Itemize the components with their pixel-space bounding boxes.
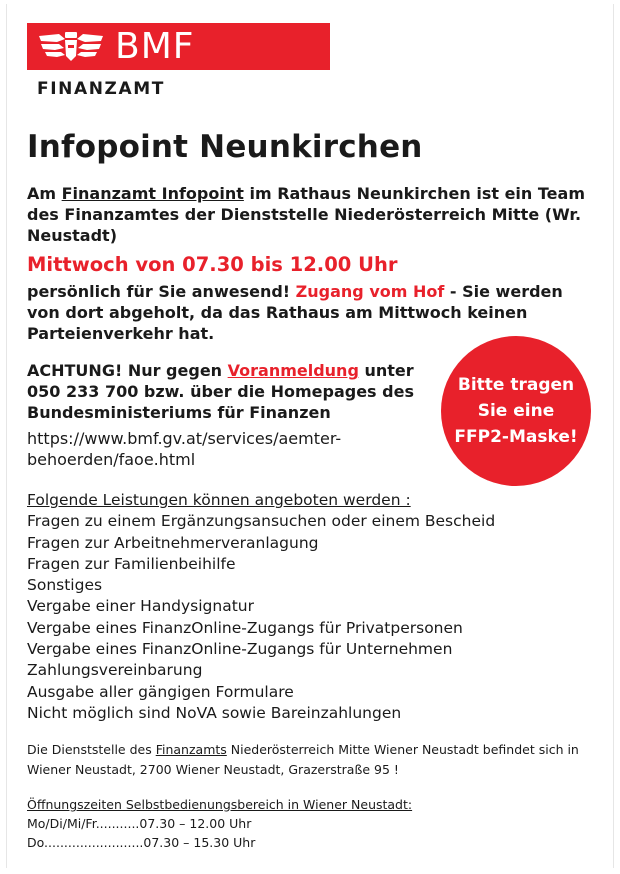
location-paragraph: [27, 740, 602, 779]
bmf-logo: [27, 23, 330, 70]
brand-name: BMF: [115, 25, 195, 67]
mask-notice-text: Bitte tragen Sie eine FFP2-Maske!: [454, 375, 578, 447]
services-title: Folgende Leistungen können angeboten werden :: [27, 491, 411, 509]
intro-post: im Rathaus Neunkirchen ist ein Team des Finanzamtes der Dienststelle Niederösterreich Mitte (Wr. Neustadt): [27, 184, 585, 245]
opening-hours: [27, 795, 412, 852]
hours-row: Mo/Di/Mi/Fr...........07.30 – 12.00 Uhr: [27, 816, 252, 831]
presence-pre: persönlich für Sie anwesend!: [27, 282, 296, 301]
voranmeldung-link[interactable]: Voranmeldung: [227, 361, 359, 380]
page-title: Infopoint Neunkirchen: [27, 129, 423, 165]
list-item: Zahlungsvereinbarung: [27, 661, 203, 680]
schedule-heading: Mittwoch von 07.30 bis 12.00 Uhr: [27, 253, 398, 276]
opening-hours-title: Öffnungszeiten Selbstbedienungsbereich in Wiener Neustadt:: [27, 797, 413, 812]
intro-pre: Am: [27, 184, 62, 203]
location-post: Niederösterreich Mitte Wiener Neustadt befindet sich in Wiener Neustadt, 2700 Wiener Neustadt, Grazerstraße 95 !: [27, 742, 579, 777]
list-item: Fragen zur Arbeitnehmerveranlagung: [27, 533, 319, 552]
list-item: Sonstiges: [27, 576, 103, 595]
hours-row: Do.........................07.30 – 15.30 Uhr: [27, 835, 256, 850]
presence-paragraph: [27, 281, 597, 344]
austrian-eagle-icon: [37, 30, 105, 64]
list-item: Vergabe eines FinanzOnline-Zugangs für Privatpersonen: [27, 618, 463, 637]
list-item: Nicht möglich sind NoVA sowie Bareinzahlungen: [27, 703, 402, 722]
list-item: Vergabe eines FinanzOnline-Zugangs für Unternehmen: [27, 640, 453, 659]
notice-pre: ACHTUNG! Nur gegen: [27, 361, 228, 380]
location-pre: Die Dienststelle des: [27, 742, 156, 757]
list-item: Vergabe einer Handysignatur: [27, 597, 254, 616]
presence-post: - Sie werden von dort abgeholt, da das Rathaus am Mittwoch keinen Parteienverkehr hat.: [27, 282, 563, 343]
office-name: FINANZAMT: [37, 79, 165, 99]
mask-notice-badge: [441, 336, 591, 486]
notice-post: unter 050 233 700 bzw. über die Homepages des Bundesministeriums für Finanzen: [27, 361, 414, 422]
access-highlight: Zugang vom Hof: [295, 282, 445, 301]
services-list: [27, 490, 495, 724]
bmf-url-link[interactable]: https://www.bmf.gv.at/services/aemter-behoerden/faoe.html: [27, 429, 342, 469]
appointment-notice: [27, 360, 427, 423]
finanzamt-infopoint-link[interactable]: Finanzamt Infopoint: [61, 184, 244, 203]
intro-paragraph: [27, 183, 597, 246]
list-item: Ausgabe aller gängigen Formulare: [27, 682, 294, 701]
finanzamts-link[interactable]: Finanzamts: [155, 742, 227, 757]
list-item: Fragen zur Familienbeihilfe: [27, 554, 236, 573]
list-item: Fragen zu einem Ergänzungsansuchen oder einem Bescheid: [27, 512, 496, 531]
